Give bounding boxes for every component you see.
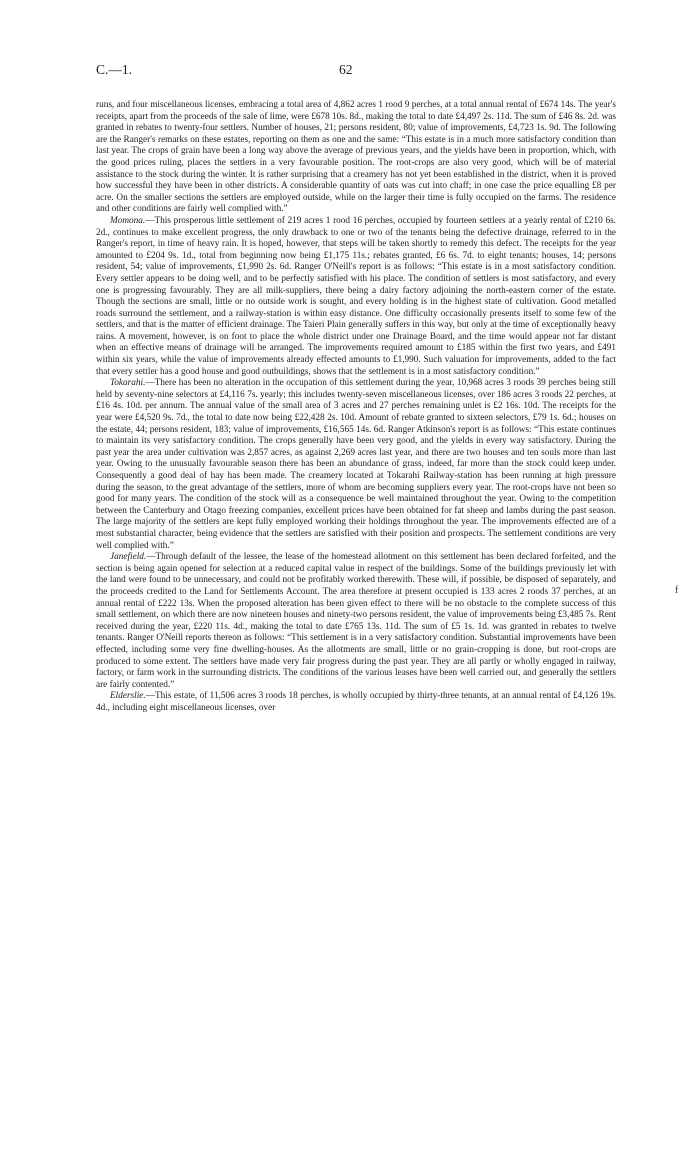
body-text xyxy=(96,100,616,714)
paragraph-text: runs, and four miscellaneous licenses, embracing a total area of 4,862 acres 1 rood 9 perches, at a total annual rental of £674 14s. The year's receipts, apart from the proceeds of the sale of lime, were £678 10s. 8d., making the total to date £4,497 2s. 11d. The sum of £46 8s. 2d. was granted in rebates to twenty-four settlers. Number of houses, 21; persons resident, 80; value of improvements, £4,723 1s. 9d. The following are the Ranger's remarks on these estates, reporting on them as one and the same: “This estate is in a much more satisfactory condition than last year. The crops of grain have been a long way above the average of previous years, and the yields have been in proportion, which, with the good prices ruling, places the settlers in a very favourable position. The root-crops are also very good, which will be of material assistance to the stock during the winter. It is rather surprising that a creamery has not yet been established in the district, when it is proved how successful they have been in other districts. A considerable quantity of oats was cut into chaff; in one case the price equalling £8 per acre. On the smaller sections the settlers are employed outside, while on the larger their time is fully occupied on the farms. The residence and other conditions are fairly well complied with.” xyxy=(96,100,616,215)
paragraph-text: —This prosperous little settlement of 219 acres 1 rood 16 perches, occupied by fourteen settlers at a yearly rental of £210 6s. 2d., continues to make excellent progress, the only drawback to one or two of the tenants being the defective drainage, referred to in the Ranger's report, in time of heavy rain. It is hoped, however, that steps will be taken shortly to remedy this defect. The receipts for the year amounted to £204 9s. 1d., total from beginning now being £1,175 11s.; rebates granted, £6 6s. 7d. to eight tenants; houses, 14; persons resident, 54; value of improvements, £1,990 2s. 6d. Ranger O'Neill's report is as follows: “This estate is in a most satisfactory condition. Every settler appears to be doing well, and to be perfectly satisfied with his place. The condition of settlers is most satisfactory, and every one is progressing favourably. They are all milk-suppliers, there being a dairy factory adjoining the north-eastern corner of the estate. Though the sections are small, little or no outside work is sought, and every holding is in the highest state of cultivation. Good metalled roads surround the settlement, and a railway-station is within easy distance. One difficulty occasionally presents itself to some few of the settlers, and that is the matter of efficient drainage. The Taieri Plain generally suffers in this way, but only at the time of exceptionally heavy rains. A movement, however, is on foot to place the whole district under one Drainage Board, and the time would appear not far distant when an effective means of drainage will be arranged. The improvements required amount to £185 within the first two years, and £491 within six years, while the value of improvements already effected amounts to £1,990. Such valuation for improvements, added to the fact that every settler has a good house and good outbuildings, shows that the settlement is in a most satisfactory condition.” xyxy=(96,215,616,377)
settlement-name: Janefield. xyxy=(110,552,147,563)
section-reference: C.—1. xyxy=(96,62,133,77)
paragraph-janefield xyxy=(96,552,616,691)
paragraph-momona xyxy=(96,216,616,378)
paragraph-tokarahi xyxy=(96,378,616,552)
paragraph-text: —This estate, of 11,506 acres 3 roods 18 perches, is wholly occupied by thirty-three tenants, at an annual rental of £4,126 19s. 4d., including eight miscellaneous licenses, over xyxy=(96,691,616,713)
paragraph-text: —There has been no alteration in the occupation of this settlement during the year, 10,968 acres 3 roods 39 perches being still held by seventy-nine selectors at £4,116 7s. yearly; this includes twenty-seven miscellaneous licenses, over 186 acres 3 roods 22 perches, at £16 4s. 10d. per annum. The annual value of the small area of 3 acres and 27 perches remaining unlet is £2 16s. 10d. The receipts for the year were £4,520 9s. 7d., the total to date now being £22,428 2s. 10d. Amount of rebate granted to sixteen selectors, £79 1s. 6d.; houses on the estate, 44; persons resident, 183; value of improvements, £16,565 14s. 6d. Ranger Atkinson's report is as follows: “This estate continues to maintain its very satisfactory condition. The crops generally have been very good, and the yields in every way satisfactory. During the past year the area under cultivation was 2,857 acres, as against 2,269 acres last year, and there are two houses and ten souls more than last year. Owing to the unusually favourable season there has been an abundance of grass, indeed, far more than the stock could keep under. Consequently a good deal of hay has been made. The creamery located at Tokarahi Railway-station has been running at high pressure during the season, to the great advantage of the settlers, more of whom are becoming suppliers every year. The root-crops have not been so good for many years. The condition of the stock will as a consequence be well maintained throughout the year. Owing to the competition between the Canterbury and Otago freezing companies, excellent prices have been obtained for fat sheep and lambs during the past season. The large majority of the settlers are kept fully employed working their holdings throughout the year. The improvements effected are of a most substantial character, being evidence that the settlers are satisfied with their position and prospects. The settlement conditions are very well complied with.” xyxy=(96,378,616,551)
settlement-name: Tokarahi. xyxy=(110,378,146,389)
paragraph-text: —Through default of the lessee, the lease of the homestead allotment on this settlement has been declared forfeited, and the section is being again opened for selection at a reduced capital value in respect of the buildings. Some of the buildings previously let with the land were found to be unnecessary, and could not be profitably worked therewith. These will, if possible, be disposed of separately, and the proceeds credited to the Land for Settlements Account. The area therefore at present occupied is 133 acres 2 roods 37 perches, at an annual rental of £222 13s. When the proposed alteration has been given effect to there will be no obstacle to the complete success of this small settlement, on which there are now nineteen houses and ninety-two persons resident, the value of improvements being £3,485 7s. Rent received during the year, £220 11s. 4d., making the total to date £765 13s. 11d. The sum of £5 1s. 1d. was granted in rebates to twelve tenants. Ranger O'Neill reports thereon as follows: “This settlement is in a very satisfactory condition. Substantial improvements have been effected, including some very fine dwelling-houses. As the allotments are small, little or no grain-cropping is done, but root-crops are produced to some extent. The settlers have made very fair progress during the past year. They are all partly or wholly engaged in railway, factory, or farm work in the surrounding districts. The conditions of the various leases have been well carried out, and generally the settlers are fairly contented.” xyxy=(96,552,616,690)
page-header xyxy=(96,62,616,82)
settlement-name: Momona. xyxy=(110,215,146,226)
paragraph-intro xyxy=(96,100,616,216)
settlement-name: Elderslie. xyxy=(110,691,146,702)
page-number: 62 xyxy=(339,62,353,77)
paragraph-elderslie xyxy=(96,691,616,714)
margin-mark: f xyxy=(675,585,679,596)
